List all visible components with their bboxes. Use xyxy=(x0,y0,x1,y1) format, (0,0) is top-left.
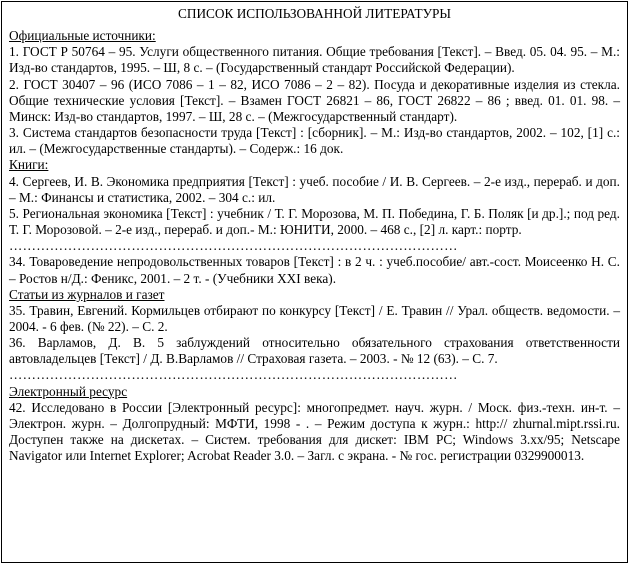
section-heading-official: Официальные источники: xyxy=(9,28,156,44)
section-heading-books: Книги: xyxy=(9,157,49,173)
section-heading-electronic: Электронный ресурс xyxy=(9,383,128,399)
page-title: СПИСОК ИСПОЛЬЗОВАННОЙ ЛИТЕРАТУРЫ xyxy=(177,6,452,21)
list-item: 36. Варламов, Д. В. 5 заблуждений относительно обязательного страхования ответственности автовладельцев [Текст] / Д. В.Варламов // Страховая газета. – 2003. - № 12 (63). – С. 7. xyxy=(9,335,620,367)
list-item: 3. Система стандартов безопасности труда [Текст] : [сборник]. – М.: Изд-во стандартов, 2002. – 102, [1] с.: ил. – (Межгосударственные стандарты). – Содерж.: 16 док. xyxy=(9,125,620,157)
list-item: 42. Исследовано в России [Электронный ресурс]: многопредмет. науч. журн. / Моск. физ.-техн. ин-т. – Электрон. журн. – Долгопрудный: МФТИ, 1998 - . – Режим доступа к журн.: http:// zhurnal.mipt.rssi.ru. Доступен также на дискетах. – Систем. требования для дискет: IBM PC; Windows 3.xx/95; Netscape Navigator или Internet Explorer; Acrobat Reader 3.0. – Загл. с экрана. - № гос. регистрации 0329900013. xyxy=(9,399,620,464)
ellipsis-separator: ……………………………………………………………………………………… xyxy=(9,367,458,383)
list-item: 35. Травин, Евгений. Кормильцев отбирают по конкурсу [Текст] / Е. Травин // Урал. обществ. ведомости. – 2004. - 6 фев. (№ 22). – С. 2. xyxy=(9,302,620,334)
section-heading-articles: Статьи из журналов и газет xyxy=(9,286,165,302)
list-item: 34. Товароведение непродовольственных товаров [Текст] : в 2 ч. : учеб.пособие/ авт.-сост. Моисеенко Н. С. – Ростов н/Д.: Феникс, 2001. – 2 т. - (Учебники XXI века). xyxy=(9,254,620,286)
list-item: 2. ГОСТ 30407 – 96 (ИСО 7086 – 1 – 82, ИСО 7086 – 2 – 82). Посуда и декоративные изделия из стекла. Общие технические условия [Текст]. – Взамен ГОСТ 26821 – 86, ГОСТ 26822 – 86 ; введ. 01. 01. 98. – Минск: Изд-во стандартов, 1997. – Ш, 28 с. – (Межгосударственный стандарт). xyxy=(9,76,620,124)
ellipsis-separator: ……………………………………………………………………………………… xyxy=(9,238,458,254)
list-item: 4. Сергеев, И. В. Экономика предприятия [Текст] : учеб. пособие / И. В. Сергеев. – 2-е изд., перераб. и доп. – М.: Финансы и статистика, 2002. – 304 с.: ил. xyxy=(9,173,620,205)
list-item: 5. Региональная экономика [Текст] : учебник / Т. Г. Морозова, М. П. Победина, Г. Б. Поляк [и др.].; под ред. Т. Г. Морозовой. – 2-е изд., перераб. и доп.- М.: ЮНИТИ, 2000. – 468 с., [2] л. карт.: портр. xyxy=(9,205,620,238)
list-item: 1. ГОСТ Р 50764 – 95. Услуги общественного питания. Общие требования [Текст]. – Введ. 05. 04. 95. – М.: Изд-во стандартов, 1995. – Ш, 8 с. – (Государственный стандарт Российской Федерации). xyxy=(9,44,620,76)
bibliography-document xyxy=(1,1,628,563)
